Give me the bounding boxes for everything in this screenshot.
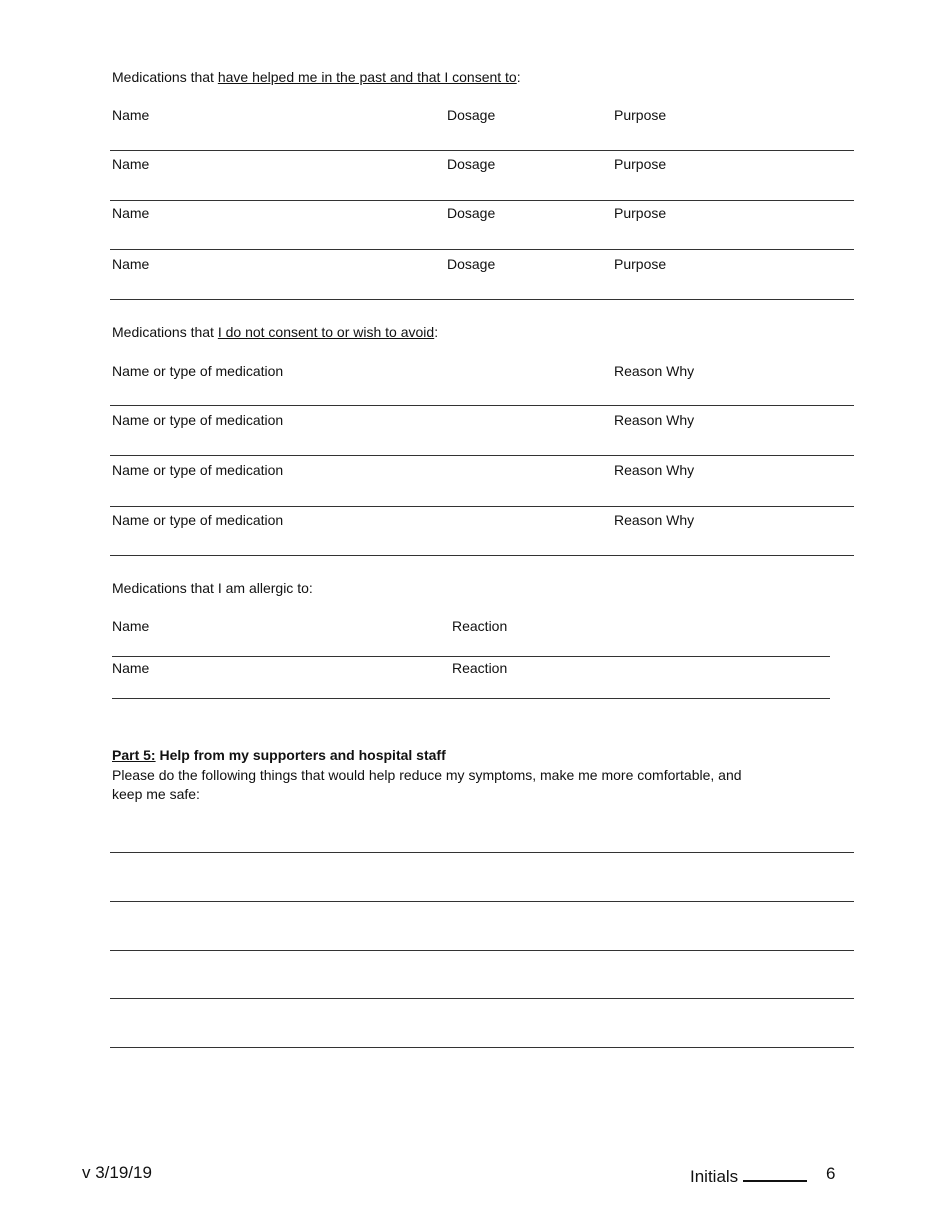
helped-row-3-name[interactable]: Name (112, 205, 150, 221)
part5-heading (112, 747, 446, 763)
helped-row-3-purpose[interactable]: Purpose (614, 205, 667, 221)
allergic-heading: Medications that I am allergic to: (112, 580, 313, 596)
helped-row-2-purpose[interactable]: Purpose (614, 156, 667, 172)
part5-write-line-4[interactable] (110, 998, 854, 999)
part5-title: Help from my supporters and hospital staff (155, 747, 446, 763)
helped-row-3-line (110, 249, 854, 250)
initials-field[interactable] (690, 1166, 807, 1187)
version-label: v 3/19/19 (82, 1163, 152, 1182)
helped-row-1-name[interactable]: Name (112, 107, 150, 123)
allergic-row-1-name[interactable]: Name (112, 618, 150, 634)
part5-write-line-5[interactable] (110, 1047, 854, 1048)
helped-row-1-line (110, 150, 854, 151)
part5-write-line-2[interactable] (110, 901, 854, 902)
part5-instructions-line2: keep me safe: (112, 786, 200, 802)
helped-row-4-name[interactable]: Name (112, 256, 150, 272)
helped-row-2-name[interactable]: Name (112, 156, 150, 172)
part5-write-line-1[interactable] (110, 852, 854, 853)
allergic-row-1-line (112, 656, 830, 657)
avoid-row-4-name[interactable]: Name or type of medication (112, 512, 284, 528)
helped-row-2-line (110, 200, 854, 201)
helped-heading: Medications that have helped me in the past and that I consent to: (112, 69, 521, 85)
avoid-row-4-reason[interactable]: Reason Why (614, 512, 695, 528)
helped-row-4-line (110, 299, 854, 300)
helped-row-1-dosage[interactable]: Dosage (447, 107, 496, 123)
helped-row-4-purpose[interactable]: Purpose (614, 256, 667, 272)
avoid-row-2-reason[interactable]: Reason Why (614, 412, 695, 428)
avoid-row-1-reason[interactable]: Reason Why (614, 363, 695, 379)
page-number: 6 (826, 1164, 836, 1183)
avoid-row-3-reason[interactable]: Reason Why (614, 462, 695, 478)
helped-row-3-dosage[interactable]: Dosage (447, 205, 496, 221)
helped-row-2-dosage[interactable]: Dosage (447, 156, 496, 172)
allergic-row-1-reaction[interactable]: Reaction (452, 618, 508, 634)
part5-label: Part 5: (112, 747, 156, 763)
avoid-row-2-name[interactable]: Name or type of medication (112, 412, 284, 428)
avoid-row-1-line (110, 405, 854, 406)
avoid-heading: Medications that I do not consent to or wish to avoid: (112, 324, 439, 340)
part5-instructions-line1: Please do the following things that would help reduce my symptoms, make me more comfortable, and (112, 767, 742, 783)
allergic-row-2-reaction[interactable]: Reaction (452, 660, 508, 676)
initials-label: Initials (690, 1167, 739, 1186)
initials-blank[interactable] (743, 1166, 807, 1182)
avoid-row-2-line (110, 455, 854, 456)
avoid-row-4-line (110, 555, 854, 556)
avoid-row-1-name[interactable]: Name or type of medication (112, 363, 284, 379)
allergic-row-2-name[interactable]: Name (112, 660, 150, 676)
helped-row-4-dosage[interactable]: Dosage (447, 256, 496, 272)
avoid-row-3-line (110, 506, 854, 507)
avoid-row-3-name[interactable]: Name or type of medication (112, 462, 284, 478)
helped-row-1-purpose[interactable]: Purpose (614, 107, 667, 123)
allergic-row-2-line (112, 698, 830, 699)
part5-write-line-3[interactable] (110, 950, 854, 951)
